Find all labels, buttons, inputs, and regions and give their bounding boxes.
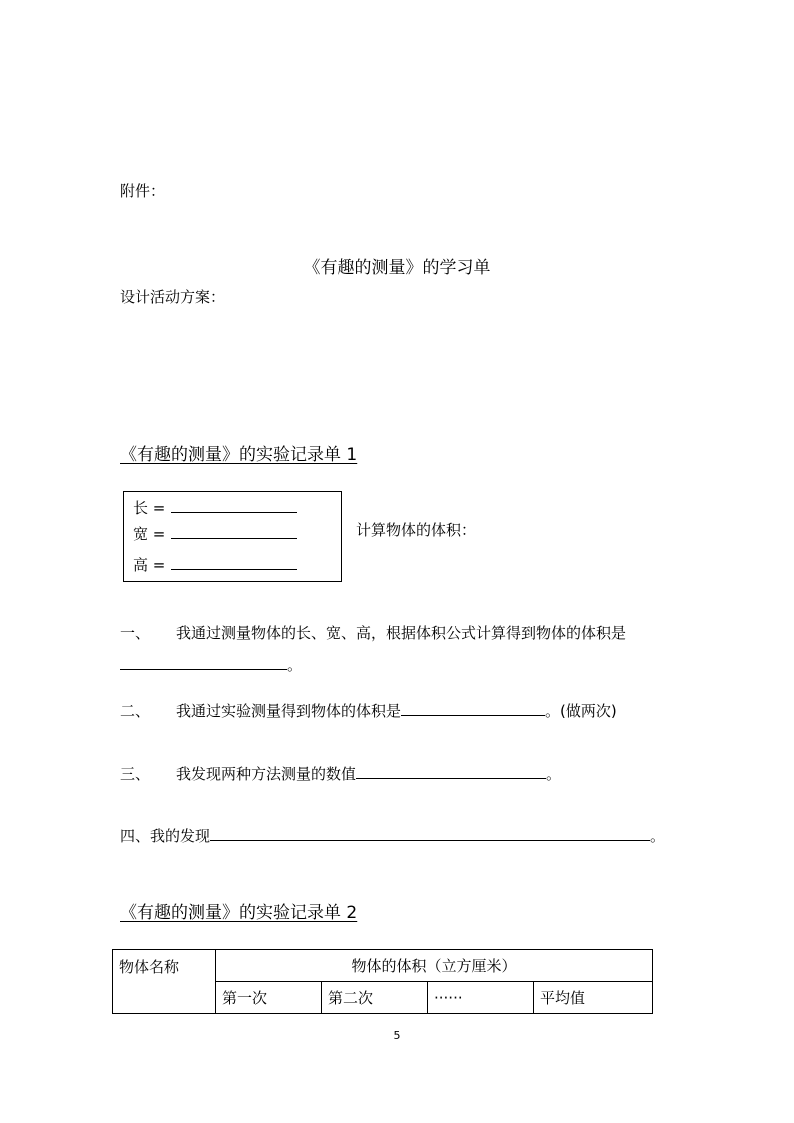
item-2: [120, 700, 617, 721]
item-2-number: 二、: [120, 702, 151, 720]
item-3-blank[interactable]: [356, 764, 546, 779]
item-1-number: 一、: [120, 624, 151, 642]
record-table: [112, 949, 653, 1014]
height-blank[interactable]: [171, 555, 297, 570]
measurement-box: [123, 491, 342, 582]
item-2-blank[interactable]: [401, 701, 545, 716]
length-row: [133, 497, 297, 518]
height-row: [133, 554, 297, 575]
item-4: [120, 825, 665, 846]
item-1-answer: [120, 654, 302, 675]
document-title: 《有趣的测量》的学习单: [303, 258, 491, 278]
item-3: [120, 763, 561, 784]
item-1: [120, 622, 626, 643]
object-name-header: 物体名称: [113, 950, 216, 1014]
average-header: 平均值: [534, 982, 653, 1014]
more-trials-header: ······: [428, 982, 534, 1014]
length-blank[interactable]: [171, 498, 297, 513]
item-3-end: 。: [546, 765, 562, 783]
item-3-text: 我发现两种方法测量的数值: [176, 765, 357, 783]
item-2-end: 。(做两次): [545, 702, 617, 720]
item-4-text: 四、我的发现: [120, 827, 211, 845]
volume-header: 物体的体积（立方厘米）: [216, 950, 653, 982]
width-blank[interactable]: [171, 524, 297, 539]
item-1-text: 我通过测量物体的长、宽、高，根据体积公式计算得到物体的体积是: [176, 624, 627, 642]
compute-volume-label: 计算物体的体积：: [356, 521, 477, 539]
length-label: 长 =: [133, 499, 166, 517]
table-row: [113, 950, 653, 982]
item-1-end: 。: [287, 656, 303, 674]
design-plan-label: 设计活动方案：: [120, 288, 226, 306]
item-3-number: 三、: [120, 765, 151, 783]
height-label: 高 =: [133, 556, 166, 574]
sheet2-heading: 《有趣的测量》的实验记录单 2: [120, 903, 358, 923]
width-label: 宽 =: [133, 525, 166, 543]
second-trial-header: 第二次: [322, 982, 428, 1014]
item-4-blank[interactable]: [210, 826, 650, 841]
attachment-label: 附件：: [120, 182, 166, 200]
page-number: 5: [393, 1029, 401, 1042]
item-1-blank[interactable]: [120, 655, 287, 670]
first-trial-header: 第一次: [216, 982, 322, 1014]
item-4-end: 。: [650, 827, 666, 845]
item-2-text: 我通过实验测量得到物体的体积是: [176, 702, 402, 720]
width-row: [133, 523, 297, 544]
sheet1-heading: 《有趣的测量》的实验记录单 1: [120, 445, 358, 465]
